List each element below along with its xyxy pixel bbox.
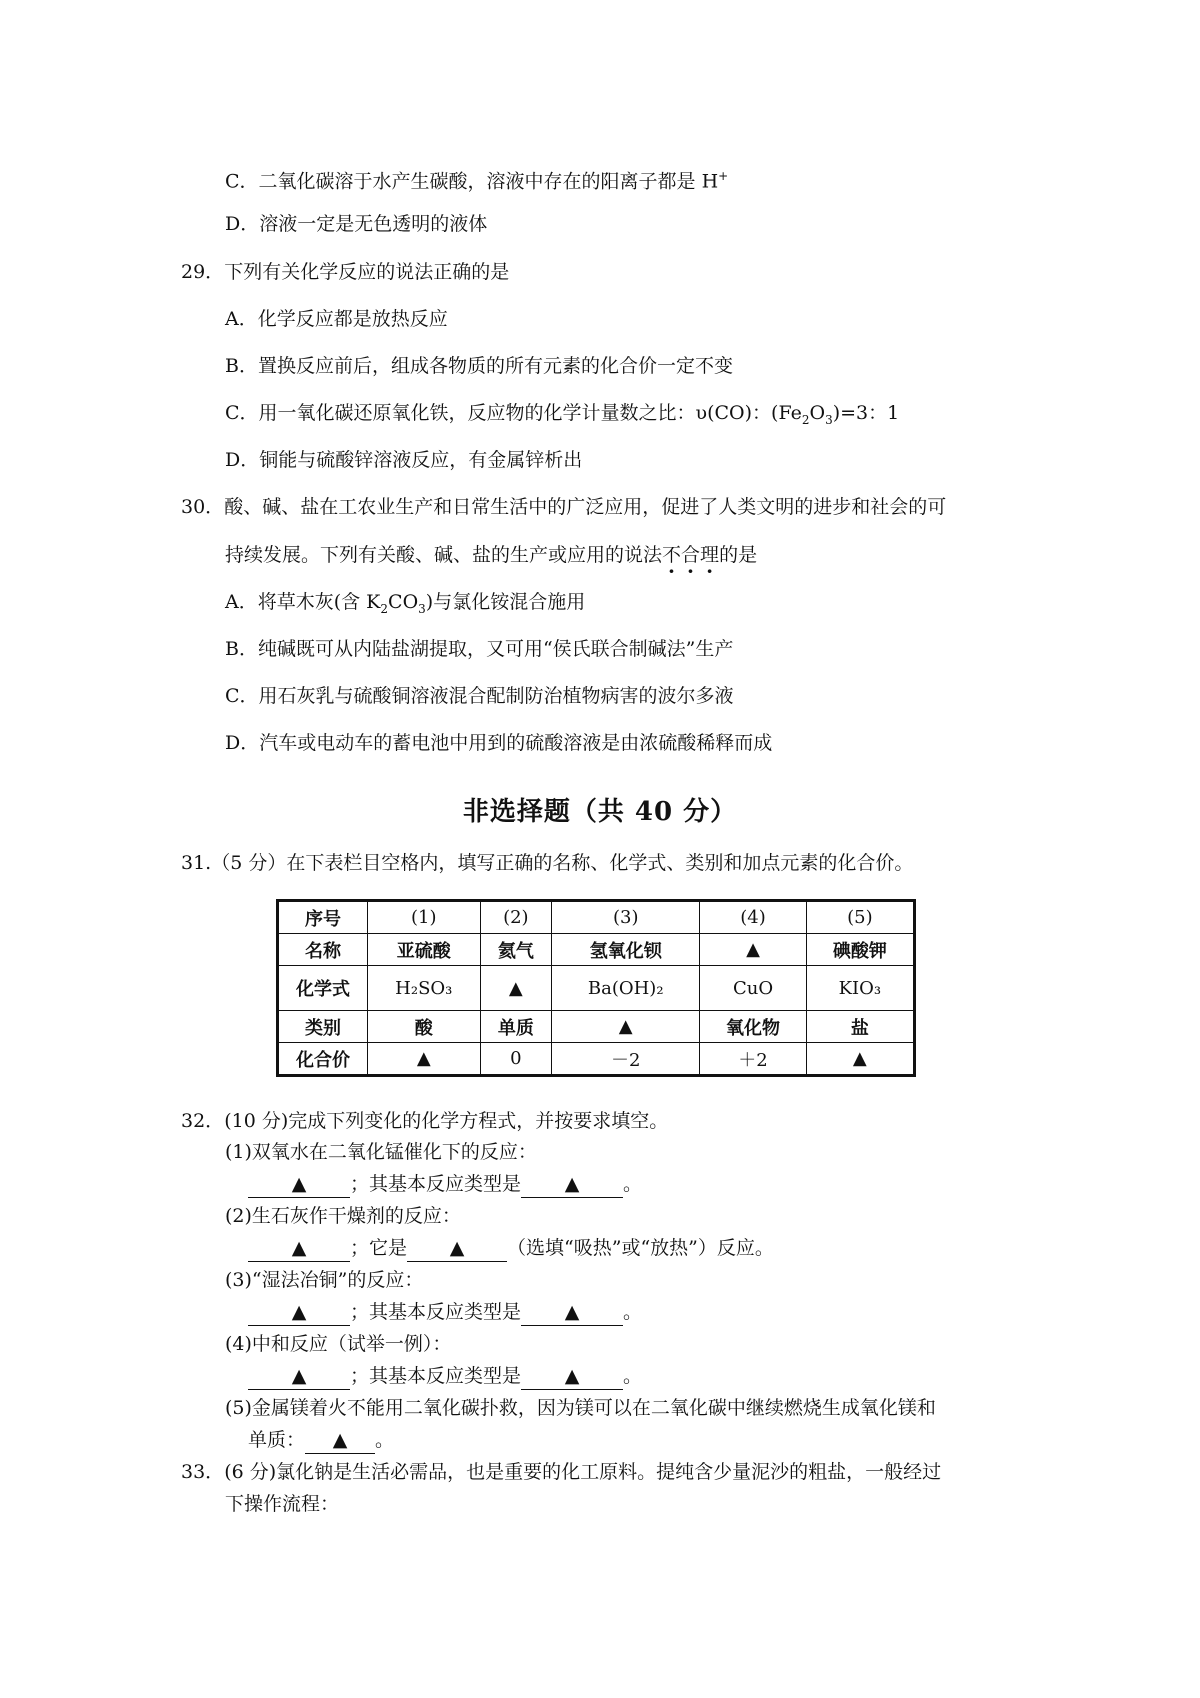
table-row — [278, 966, 915, 1011]
option-letter: D． — [225, 213, 260, 235]
q29-option-c — [225, 400, 899, 433]
q32-part5-line1: (5)金属镁着火不能用二氧化碳扑救，因为镁可以在二氧化碳中继续燃烧生成氧化镁和 — [225, 1397, 936, 1419]
option-text: 化学反应都是放热反应 — [257, 308, 448, 330]
q32-part2-title: (2)生石灰作干燥剂的反应： — [225, 1205, 461, 1227]
line-end: 。 — [623, 1173, 643, 1195]
question-number: 29． — [181, 261, 225, 283]
table-cell: (3) — [552, 901, 700, 934]
table-cell: (5) — [806, 901, 914, 934]
table-cell: Ba(OH)₂ — [552, 966, 700, 1011]
blank-connector: ；其基本反应类型是 — [350, 1173, 522, 1195]
option-text: 二氧化碳溶于水产生碳酸，溶液中存在的阳离子都是 H — [258, 170, 719, 193]
q32-part5-line2 — [248, 1427, 394, 1454]
q28-option-d — [225, 211, 487, 237]
option-text: 用一氧化碳还原氧化铁，反应物的化学计量数之比：υ(CO)：(Fe — [258, 402, 802, 424]
table-cell: 酸 — [368, 1011, 481, 1043]
option-text: 将草木灰(含 K — [257, 591, 381, 613]
question-text: 下列有关化学反应的说法正确的是 — [224, 261, 510, 283]
answer-blank[interactable]: ▲ — [305, 1427, 375, 1454]
q29-option-d — [225, 447, 582, 473]
question-text: （5 分）在下表栏目空格内，填写正确的名称、化学式、类别和加点元素的化合价。 — [211, 852, 914, 874]
q28-option-c — [225, 163, 728, 194]
table-cell: ▲ — [368, 1043, 481, 1076]
answer-blank[interactable]: ▲ — [248, 1171, 350, 1198]
q29-stem — [181, 259, 509, 285]
q30-stem-line1 — [181, 494, 946, 520]
q32-part1-answer — [248, 1171, 642, 1198]
blank-connector: ；其基本反应类型是 — [350, 1301, 522, 1323]
q32-part4-title: (4)中和反应（试举一例）： — [225, 1333, 452, 1355]
emphasis-char: 合 — [681, 544, 701, 566]
option-letter: C． — [225, 402, 259, 424]
table-cell: ▲ — [480, 966, 552, 1011]
q31-table — [276, 899, 916, 1077]
table-cell: ＋2 — [700, 1043, 806, 1076]
q31-stem — [181, 850, 913, 876]
table-cell: 氦气 — [480, 934, 552, 966]
table-cell: ▲ — [700, 934, 806, 966]
subscript: 3 — [418, 601, 426, 616]
question-number: 30． — [181, 496, 225, 518]
option-text: 置换反应前后，组成各物质的所有元素的化合价一定不变 — [257, 355, 733, 377]
table-cell: 单质 — [480, 1011, 552, 1043]
q32-part1-title: (1)双氧水在二氧化锰催化下的反应： — [225, 1141, 537, 1163]
question-text: (6 分)氯化钠是生活必需品，也是重要的化工原料。提纯含少量泥沙的粗盐，一般经过 — [224, 1461, 942, 1483]
table-cell: 类别 — [278, 1011, 368, 1043]
blank-connector: ；其基本反应类型是 — [350, 1365, 522, 1387]
table-cell: KIO₃ — [806, 966, 914, 1011]
formula-part: CO — [388, 591, 419, 613]
question-number: 32． — [181, 1110, 225, 1132]
table-cell: (2) — [480, 901, 552, 934]
option-letter: A． — [225, 591, 258, 613]
option-letter: A． — [225, 308, 258, 330]
q30-option-c — [225, 683, 734, 709]
q32-part2-answer — [248, 1235, 774, 1262]
subscript: 2 — [380, 601, 389, 616]
option-text-end: )与氯化铵混合施用 — [425, 591, 586, 613]
q30-stem-line2 — [225, 542, 757, 568]
q30-option-d — [225, 730, 772, 756]
option-text: 铜能与硫酸锌溶液反应，有金属锌析出 — [259, 449, 583, 471]
q32-stem — [181, 1108, 668, 1134]
question-number: 33． — [181, 1461, 225, 1483]
table-cell: 化学式 — [278, 966, 368, 1011]
emphasis-char: 不 — [662, 544, 682, 566]
table-cell: ▲ — [806, 1043, 914, 1076]
line-end: 。 — [375, 1429, 395, 1451]
q32-part3-answer — [248, 1299, 642, 1326]
section-title: 非选择题（共 40 分） — [462, 797, 738, 827]
table-cell: 化合价 — [278, 1043, 368, 1076]
line-start: 单质： — [248, 1429, 306, 1451]
table-row — [278, 1011, 915, 1043]
option-letter: D． — [225, 449, 260, 471]
table-cell: 名称 — [278, 934, 368, 966]
table-cell: CuO — [700, 966, 806, 1011]
question-text: (10 分)完成下列变化的化学方程式，并按要求填空。 — [224, 1110, 669, 1132]
formula-part: O — [809, 402, 826, 424]
q30-option-a — [225, 589, 585, 622]
line-end: 。 — [623, 1365, 643, 1387]
table-cell: 碘酸钾 — [806, 934, 914, 966]
subscript: 2 — [801, 412, 810, 427]
answer-blank[interactable]: ▲ — [248, 1299, 350, 1326]
option-letter: B． — [225, 355, 258, 377]
option-letter: C． — [225, 170, 259, 193]
table-cell: (4) — [700, 901, 806, 934]
answer-blank[interactable]: ▲ — [521, 1171, 623, 1198]
line-end: 。 — [623, 1301, 643, 1323]
table-cell: 0 — [480, 1043, 552, 1076]
table-row — [278, 901, 915, 934]
question-number: 31. — [181, 852, 212, 874]
answer-blank[interactable]: ▲ — [407, 1235, 507, 1262]
answer-blank[interactable]: ▲ — [248, 1363, 350, 1390]
superscript: + — [718, 169, 729, 183]
q32-part3-title: (3)“湿法冶铜”的反应： — [225, 1269, 424, 1291]
q33-stem-line2: 下操作流程： — [225, 1493, 340, 1515]
option-text: 纯碱既可从内陆盐湖提取，又可用“侯氏联合制碱法”生产 — [257, 638, 734, 660]
table-cell: 氢氧化钡 — [552, 934, 700, 966]
answer-blank[interactable]: ▲ — [521, 1299, 623, 1326]
q29-option-b — [225, 353, 733, 379]
option-letter: C． — [225, 685, 259, 707]
option-text: 用石灰乳与硫酸铜溶液混合配制防治植物病害的波尔多液 — [258, 685, 734, 707]
table-cell: 亚硫酸 — [368, 934, 481, 966]
subscript: 3 — [825, 412, 833, 427]
table-row — [278, 1043, 915, 1076]
option-text-end: )=3：1 — [832, 402, 900, 424]
option-letter: D． — [225, 732, 260, 754]
question-text-end: 的是 — [719, 544, 758, 566]
option-letter: B． — [225, 638, 258, 660]
table-cell: 序号 — [278, 901, 368, 934]
table-row — [278, 934, 915, 966]
table-cell: H₂SO₃ — [368, 966, 481, 1011]
emphasis-char: 理 — [700, 544, 720, 566]
q29-option-a — [225, 306, 448, 332]
question-text: 持续发展。下列有关酸、碱、盐的生产或应用的说法 — [225, 544, 663, 566]
q32-part4-answer — [248, 1363, 642, 1390]
table-cell: ▲ — [552, 1011, 700, 1043]
option-text: 汽车或电动车的蓄电池中用到的硫酸溶液是由浓硫酸稀释而成 — [259, 732, 773, 754]
question-text: 酸、碱、盐在工农业生产和日常生活中的广泛应用，促进了人类文明的进步和社会的可 — [224, 496, 947, 518]
q30-option-b — [225, 636, 733, 662]
blank-connector: ；它是 — [350, 1237, 408, 1259]
option-text: 溶液一定是无色透明的液体 — [259, 213, 488, 235]
q33-stem-line1 — [181, 1459, 941, 1485]
table-cell: (1) — [368, 901, 481, 934]
table-cell: 盐 — [806, 1011, 914, 1043]
table-cell: －2 — [552, 1043, 700, 1076]
answer-blank[interactable]: ▲ — [521, 1363, 623, 1390]
line-end: （选填“吸热”或“放热”）反应。 — [507, 1237, 774, 1259]
answer-blank[interactable]: ▲ — [248, 1235, 350, 1262]
table-cell: 氧化物 — [700, 1011, 806, 1043]
